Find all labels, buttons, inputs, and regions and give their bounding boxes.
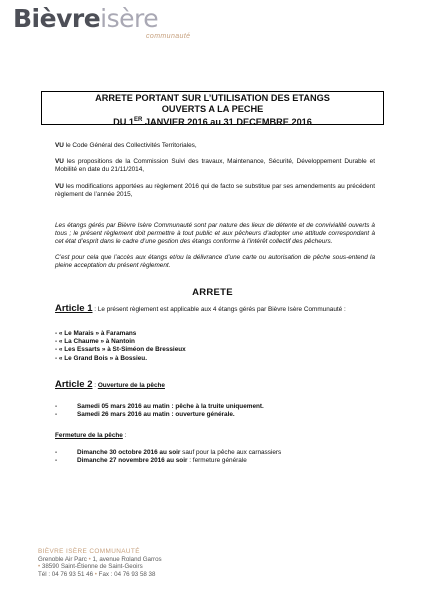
title-line-3 bbox=[42, 115, 383, 128]
footer-line-4 bbox=[38, 571, 162, 579]
vu-lead: VU bbox=[55, 142, 64, 149]
list-item bbox=[55, 411, 264, 419]
opening-date-1: Samedi 05 mars 2016 au matin : pêche à la truite uniquement. bbox=[77, 403, 264, 410]
footer-city: 38590 Saint-Étienne de Saint-Geoirs bbox=[40, 563, 143, 571]
footer-phone: Tél : 04 76 93 51 46 bbox=[38, 570, 94, 578]
opening-dates bbox=[55, 403, 264, 420]
document-title bbox=[41, 91, 384, 128]
vu-paragraph-1 bbox=[55, 142, 375, 150]
vu-lead: VU bbox=[55, 183, 64, 190]
vu-text: le Code Général des Collectivités Territoriales, bbox=[63, 142, 197, 149]
closing-colon: : bbox=[122, 432, 127, 439]
list-item: - « Le Marais » à Faramans bbox=[55, 330, 137, 337]
closing-date-2: Dimanche 27 novembre 2016 au soir bbox=[77, 457, 188, 465]
dash-bullet: - bbox=[55, 403, 58, 410]
article-1-label: Article 1 bbox=[55, 303, 93, 314]
logo-part-1: Bièvre bbox=[13, 4, 101, 33]
dash-bullet: - bbox=[55, 457, 58, 465]
list-item: - « Les Essarts » à St-Siméon de Bressieux bbox=[55, 346, 186, 354]
footer-org-name: BIÈVRE ISÈRE COMMUNAUTÉ bbox=[38, 548, 140, 555]
footer-fax: Fax : 04 76 93 58 38 bbox=[96, 570, 156, 578]
vu-paragraph-2 bbox=[55, 158, 375, 174]
intro-paragraph-2: C’est pour cela que l’accès aux étangs et/ou la délivrance d’une carte ou autorisation de pêche sous-entend la pleine acceptation du présent règlement. bbox=[55, 254, 375, 269]
title-superscript: ER bbox=[134, 117, 143, 123]
footer-line-2 bbox=[38, 556, 162, 564]
footer-park: Grenoble Air Parc bbox=[38, 555, 87, 563]
bullet-icon: • bbox=[94, 570, 97, 578]
logo-part-2: isère bbox=[100, 4, 159, 33]
title-line-3-start: DU 1 bbox=[113, 117, 135, 128]
vu-paragraph-3 bbox=[55, 183, 375, 199]
list-item bbox=[55, 449, 281, 457]
bullet-icon: • bbox=[88, 555, 91, 563]
article-2-separator: : bbox=[92, 382, 98, 389]
arrete-heading: ARRETE bbox=[192, 287, 233, 298]
vu-lead: VU bbox=[55, 158, 64, 165]
list-item bbox=[55, 457, 281, 465]
logo-wordmark bbox=[13, 6, 158, 31]
article-2-label: Article 2 bbox=[55, 379, 93, 390]
closing-date-1: Dimanche 30 octobre 2016 au soir bbox=[77, 449, 181, 456]
footer-line-3 bbox=[38, 563, 162, 571]
title-line-3-end: JANVIER 2016 au 31 DECEMBRE 2016 bbox=[142, 117, 312, 128]
vu-text: les propositions de la Commission Suivi des travaux, Maintenance, Sécurité, Développement Durable et Mobilité en date du 21/11/2014, bbox=[55, 158, 375, 173]
title-line-1: ARRETE PORTANT SUR L’UTILISATION DES ETANGS bbox=[95, 93, 330, 103]
article-1-text: : Le présent règlement est applicable aux 4 étangs gérés par Bièvre Isère Communauté : bbox=[92, 306, 346, 313]
intro-paragraph-1: Les étangs gérés par Bièvre Isère Communauté sont par nature des lieux de détente et de convivialité ouverts à tous ; le présent règlement doit permettre à tout public et aux pêcheurs d’adopter une attitude correspondant à cet état d’esprit dans le cadre d’une gestion des étangs conforme à l’intérêt collectif des pêcheurs. bbox=[55, 222, 375, 245]
dash-bullet: - bbox=[55, 411, 58, 419]
closing-rest-2: : fermeture générale bbox=[187, 457, 247, 465]
closing-heading bbox=[55, 432, 375, 440]
article-2-subtitle: Ouverture de la pêche bbox=[97, 382, 165, 389]
ponds-list bbox=[55, 330, 186, 363]
footer-street: 1, avenue Roland Garros bbox=[90, 555, 162, 563]
closing-dates bbox=[55, 449, 281, 466]
logo-subtitle: communauté bbox=[146, 33, 191, 40]
closing-rest-1: sauf pour la pêche aux carnassiers bbox=[180, 449, 282, 456]
article-2 bbox=[55, 380, 375, 391]
bullet-icon: • bbox=[38, 563, 41, 571]
article-1 bbox=[55, 304, 375, 314]
closing-title: Fermeture de la pêche bbox=[55, 432, 123, 439]
title-line-2: OUVERTS A LA PECHE bbox=[161, 104, 264, 114]
logo bbox=[13, 4, 191, 40]
list-item: - « La Chaume » à Nantoin bbox=[55, 338, 135, 346]
vu-text: les modifications apportées au règlement 2016 qui de facto se substitue par ses amendements au précédent règlement de l’année 2015, bbox=[55, 183, 375, 198]
list-item bbox=[55, 403, 264, 411]
dash-bullet: - bbox=[55, 449, 58, 456]
opening-date-2: Samedi 26 mars 2016 au matin : ouverture générale. bbox=[77, 411, 235, 419]
footer-address bbox=[38, 548, 162, 578]
list-item: - « Le Grand Bois » à Bossieu. bbox=[55, 354, 147, 362]
